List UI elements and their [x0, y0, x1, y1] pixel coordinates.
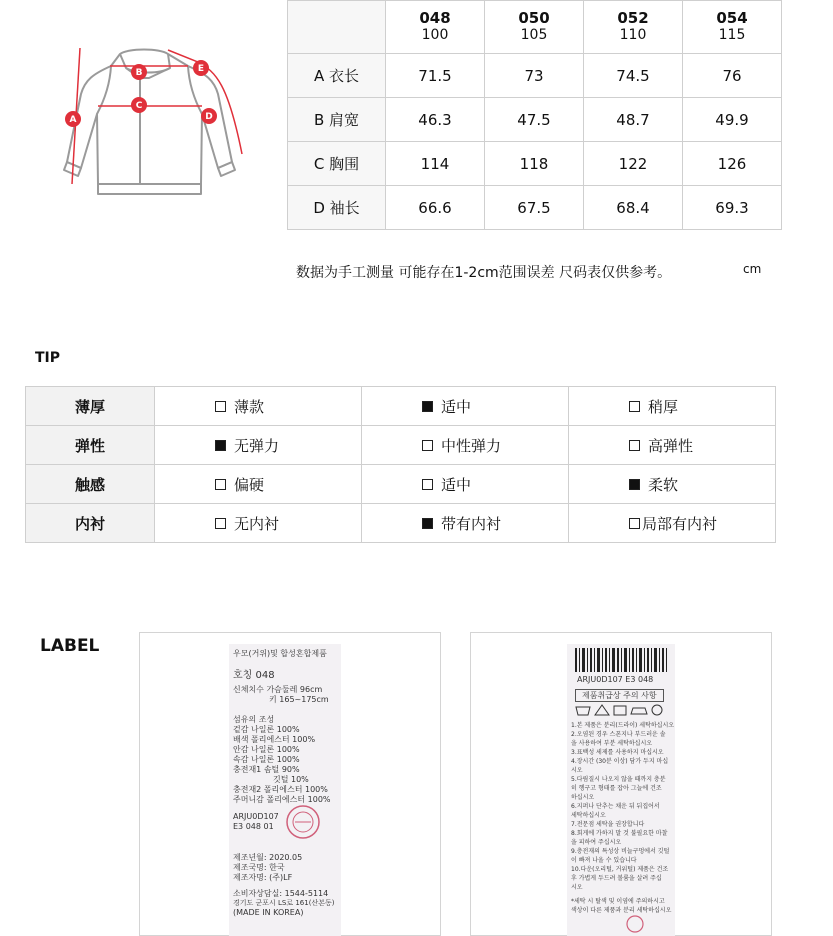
- tag-line: 10.다운(오리털, 거위털) 제품은 건조: [571, 866, 669, 873]
- marker-c: C: [135, 101, 143, 111]
- tag-line: 시오: [571, 767, 583, 774]
- tag-line: 히 헹구고 형태를 잡아 그늘에 건조: [571, 785, 662, 792]
- tag-line: 배색 폴리에스터 100%: [233, 735, 316, 744]
- tag-line: 5.다림질시 나오지 않을 때까지 충분: [571, 776, 666, 783]
- tag-line: 시오: [571, 884, 583, 891]
- size-cell: 74.5: [584, 54, 683, 98]
- size-col-050: 050 105: [485, 1, 584, 54]
- left-label-frame: [139, 632, 441, 936]
- tip-option: 稍厚: [569, 387, 776, 426]
- tip-row-texture: [26, 465, 776, 504]
- left-care-tag: [229, 644, 341, 936]
- tag-line: 7.전문점 세탁을 권장합니다: [571, 821, 645, 828]
- tag-line: 호칭 048: [233, 670, 275, 681]
- tip-label: 内衬: [26, 504, 155, 543]
- tip-option: 无弹力: [155, 426, 362, 465]
- tag-line: 을 피하여 주십시오: [571, 839, 622, 846]
- tip-option: 适中: [362, 387, 569, 426]
- size-col-048: 048 100: [386, 1, 485, 54]
- size-col-052: 052 110: [584, 1, 683, 54]
- size-row-shoulder: [288, 98, 782, 142]
- tag-line: 충전재2 폴리에스터 100%: [233, 785, 328, 794]
- tag-line: 3.표백성 세제를 사용하지 마십시오: [571, 749, 664, 756]
- tip-label: 弹性: [26, 426, 155, 465]
- checkbox-icon: [629, 401, 640, 412]
- tag-line: 깃털 10%: [273, 775, 309, 784]
- jacket-measurement-diagram: [48, 44, 248, 199]
- tag-line: 9.충전재의 특성상 비늘구멍에서 깃털: [571, 848, 670, 855]
- size-cell: 66.6: [386, 186, 485, 230]
- size-row-length: [288, 54, 782, 98]
- size-cell: 126: [683, 142, 782, 186]
- checkbox-checked-icon: [629, 479, 640, 490]
- tag-line: 을 사용하여 부분 세탁하십시오: [571, 740, 653, 747]
- tag-line: 후 가볍게 두드려 볼륨을 살려 주십: [571, 875, 662, 882]
- tag-line: *세탁 시 탈색 및 이염에 주의하시고: [571, 898, 665, 905]
- tip-row-elasticity: [26, 426, 776, 465]
- checkbox-icon: [215, 479, 226, 490]
- tag-line: (MADE IN KOREA): [233, 908, 304, 917]
- tag-header: 제품취급상 주의 사항: [575, 689, 664, 702]
- measurement-note: 数据为手工测量 可能存在1-2cm范围误差 尺码表仅供参考。: [296, 265, 672, 281]
- checkbox-icon: [422, 479, 433, 490]
- tag-line: 6.지퍼나 단추는 채운 뒤 뒤집어서: [571, 803, 660, 810]
- tag-line: 제조년월: 2020.05: [233, 853, 303, 862]
- label-title: LABEL: [40, 636, 100, 656]
- size-cell: 122: [584, 142, 683, 186]
- checkbox-icon: [629, 440, 640, 451]
- size-header-row: [288, 1, 782, 54]
- tag-line: ARJU0D107: [233, 812, 279, 821]
- tip-table: [25, 386, 776, 543]
- size-cell: 114: [386, 142, 485, 186]
- tag-line: 8.회게에 가하지 말 것 불필요한 마찰: [571, 830, 668, 837]
- checkbox-checked-icon: [215, 440, 226, 451]
- tag-line: 키 165~175cm: [269, 695, 329, 704]
- tag-line: 충전재1 솜털 90%: [233, 765, 300, 774]
- marker-d: D: [205, 112, 213, 122]
- care-symbols-icon: [575, 704, 667, 716]
- tag-line: 2.오염된 경우 스폰지나 부드러운 솔: [571, 731, 666, 738]
- size-cell: 49.9: [683, 98, 782, 142]
- inspection-stamp: [285, 804, 321, 840]
- size-cell: 76: [683, 54, 782, 98]
- size-cell: 67.5: [485, 186, 584, 230]
- tag-line: 이 빠져 나올 수 있습니다: [571, 857, 637, 864]
- row-label: D 袖长: [288, 186, 386, 230]
- tag-line: 4.장시간 (30분 이상) 담가 두지 마십: [571, 758, 669, 765]
- tip-option: 柔软: [569, 465, 776, 504]
- marker-b: B: [135, 68, 143, 78]
- size-row-chest: [288, 142, 782, 186]
- checkbox-checked-icon: [422, 401, 433, 412]
- tag-code: ARJU0D107 E3 048: [577, 675, 654, 684]
- size-cell: 118: [485, 142, 584, 186]
- tag-line: 주머니감 폴리에스터 100%: [233, 795, 331, 804]
- tag-line: 하십시오: [571, 794, 595, 801]
- checkbox-icon: [629, 518, 640, 529]
- tag-line: 속감 나일론 100%: [233, 755, 300, 764]
- pink-stamp-mark: [625, 914, 645, 934]
- marker-a: A: [69, 115, 77, 125]
- tip-option: 无内衬: [155, 504, 362, 543]
- right-care-tag: [567, 644, 675, 936]
- tag-line: 겉감 나일론 100%: [233, 725, 300, 734]
- row-label: B 肩宽: [288, 98, 386, 142]
- checkbox-icon: [215, 401, 226, 412]
- tag-line: 소비자상담실: 1544-5114: [233, 889, 329, 898]
- tag-line: 제조자명: (주)LF: [233, 873, 293, 882]
- tip-row-lining: [26, 504, 776, 543]
- size-cell: 71.5: [386, 54, 485, 98]
- tip-label: 触感: [26, 465, 155, 504]
- size-cell: 68.4: [584, 186, 683, 230]
- size-cell: 46.3: [386, 98, 485, 142]
- tag-line: 안감 나일론 100%: [233, 745, 300, 754]
- tip-option: 偏硬: [155, 465, 362, 504]
- tip-option: 局部有内衬: [569, 504, 776, 543]
- tag-line: 제조국명: 한국: [233, 863, 285, 872]
- size-cell: 48.7: [584, 98, 683, 142]
- tag-line: E3 048 01: [233, 822, 274, 831]
- right-label-frame: [470, 632, 772, 936]
- row-label: A 衣长: [288, 54, 386, 98]
- tag-line: 색상이 다른 제품과 분리 세탁하십시오: [571, 907, 672, 914]
- tip-row-thickness: [26, 387, 776, 426]
- tag-line: 신체치수 가슴둘레 96cm: [233, 685, 323, 694]
- tag-line: 섬유의 조성: [233, 715, 275, 724]
- marker-e: E: [197, 64, 205, 74]
- checkbox-icon: [215, 518, 226, 529]
- size-table-corner: [288, 1, 386, 54]
- checkbox-icon: [422, 440, 433, 451]
- tip-label: 薄厚: [26, 387, 155, 426]
- tip-option: 薄款: [155, 387, 362, 426]
- tip-option: 适中: [362, 465, 569, 504]
- barcode-icon: [575, 648, 667, 672]
- size-cell: 69.3: [683, 186, 782, 230]
- size-col-054: 054 115: [683, 1, 782, 54]
- tag-line: 경기도 군포시 LS로 161(산본동): [233, 899, 335, 907]
- tip-option: 中性弹力: [362, 426, 569, 465]
- tip-title: TIP: [35, 350, 61, 366]
- tag-line: 세탁하십시오: [571, 812, 606, 819]
- size-table: [287, 0, 782, 230]
- checkbox-checked-icon: [422, 518, 433, 529]
- unit-label: cm: [743, 262, 762, 276]
- tag-line: 1.본 제품은 분리(드라이) 세탁하십시오: [571, 722, 675, 729]
- tag-line: 우모(거위)및 합성혼합제품: [233, 649, 327, 658]
- size-row-sleeve: [288, 186, 782, 230]
- size-cell: 73: [485, 54, 584, 98]
- tip-option: 带有内衬: [362, 504, 569, 543]
- row-label: C 胸围: [288, 142, 386, 186]
- size-cell: 47.5: [485, 98, 584, 142]
- tip-option: 高弹性: [569, 426, 776, 465]
